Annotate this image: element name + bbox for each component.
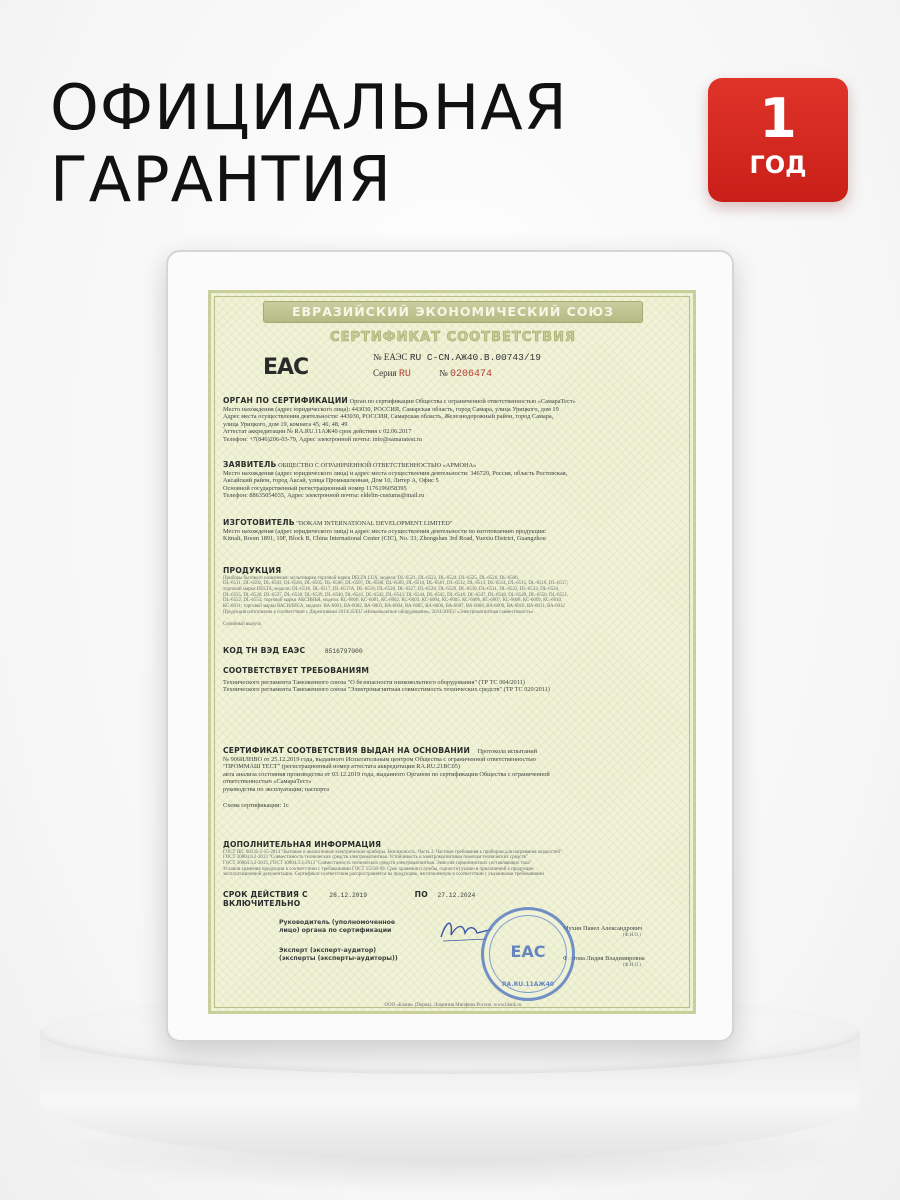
product-line: торговой марки DELTA, модели: DL-6516, DL-6517, DL-6517A, DL-6518, DL-6520, DL-6527, DL-6528, DL-6529, DL-6530, DL-6531, DL-6532, DL-6533, DL-6534, bbox=[223, 587, 560, 592]
additional-line: ГОСТ 30804.6.2-2013 "Совместимость технических средств электромагнитная. Устойчивость к электромагнитным помехам технических средств" bbox=[223, 855, 528, 861]
basis-line: "ПРОММАШ ТЕСТ" (регистрационный номер аттестата аккредитации RA.RU.21ВС05) bbox=[223, 763, 460, 771]
certification-body-line: улица Урицкого, дом 19, комната 45, 46, 48, 49 bbox=[223, 420, 348, 428]
validity-inclusive: ВКЛЮЧИТЕЛЬНО bbox=[223, 898, 301, 908]
requirements-heading: СООТВЕТСТВУЕТ ТРЕБОВАНИЯМ bbox=[223, 666, 370, 675]
warranty-years: 1 bbox=[759, 87, 797, 150]
applicant-line: Основной государственный регистрационный номер 1176196058395 bbox=[223, 484, 407, 492]
additional-line: эксплуатационной документации. Сертификат соответствия распространяется на продукцию, изготовленную в соответствии с указанными требованиями bbox=[223, 872, 545, 878]
number-label: № ЕАЭС bbox=[373, 352, 408, 362]
expert-fio-label: (Ф.И.О.) bbox=[623, 962, 641, 968]
additional-line: ГОСТ IEC 60335-2-15-2014 "Бытовые и аналогичные электрические приборы. Безопасность. Часть 2. Частные требования к приборам для нагревания жидкостей" bbox=[223, 849, 563, 855]
certification-body-heading: ОРГАН ПО СЕРТИФИКАЦИИ bbox=[223, 396, 348, 405]
headline-line-2: ГАРАНТИЯ bbox=[50, 143, 392, 216]
warranty-badge bbox=[708, 78, 848, 202]
serial-prefix: № bbox=[439, 368, 448, 378]
eac-mark: ЕАС bbox=[263, 355, 309, 380]
section-product bbox=[223, 567, 683, 627]
basis-line: № 906ИЛНВО от 25.12.2019 года, выданного Испытательным центром Общества с ограниченной ответственностью bbox=[223, 755, 536, 763]
additional-line: Условия хранения продукции в соответствии с требованиями ГОСТ 15150-69. Срок хранения (службы, годности) указан в прилагаемой к продукции bbox=[223, 866, 534, 872]
basis-line: ответственностью «СамараТест» bbox=[223, 778, 312, 786]
additional-heading: ДОПОЛНИТЕЛЬНАЯ ИНФОРМАЦИЯ bbox=[223, 840, 382, 849]
section-validity bbox=[223, 891, 683, 908]
certificate-number: RU C-CN.АЖ40.В.00743/19 bbox=[409, 352, 541, 363]
section-requirements bbox=[223, 667, 683, 694]
footer-print: ООО «Бланк» (Пермь). Лицензия Минфина России. www.blank.ru bbox=[384, 1003, 522, 1008]
expert-name-block bbox=[563, 955, 696, 968]
head-signature-block bbox=[279, 919, 409, 934]
validity-to-label: ПО bbox=[414, 890, 428, 899]
certificate-number-row bbox=[373, 352, 541, 363]
basis-first: Протокола испытаний bbox=[477, 748, 537, 755]
section-certification-body bbox=[223, 397, 683, 444]
manufacturer-line: Место нахождения (адрес юридического лица) и адрес места осуществления деятельности по изготовлению продукции: bbox=[223, 527, 547, 535]
manufacturer-line: Kitnali, Room 1891, 10F, Block B, China International Center (CIC), No. 33, Zhongshan 3rd Road, Yuexiu District, Guangzhou bbox=[223, 535, 546, 543]
stamp-eac: ЕАС bbox=[510, 942, 546, 961]
union-banner bbox=[263, 301, 643, 323]
certification-scheme: Схема сертификации: 1с bbox=[223, 801, 289, 809]
applicant-line: Место нахождения (адрес юридического лица) и адрес места осуществления деятельности: 346720, Россия, область Ростовская, bbox=[223, 469, 568, 477]
stamp-code: RA.RU.11АЖ40 bbox=[501, 981, 555, 988]
certificate-frame bbox=[166, 250, 734, 1042]
warranty-unit: ГОД bbox=[749, 151, 807, 179]
series-value: RU bbox=[398, 369, 411, 380]
manufacturer-name: "DOKAM INTERNATIONAL DEVELOPMENT LIMITED" bbox=[296, 520, 453, 527]
product-line: DL-6511, DL-6502, DL-6503, DL-6504, DL-6505, DL-6506, DL-6507, DL-6508, DL-6509, DL-6510, DL-6581, DL-6512, DL-6513, DL-6514, DL-6515, DL-6516, DL-6517; bbox=[223, 581, 569, 587]
product-line: DL-6535, DL-6536, DL-6537, DL-6538, DL-6539, DL-6540, DL-6541, DL-6542, DL-6543, DL-6544, DL-6545, DL-6546, DL-6547, DL-6548, DL-6549, DL-6550, DL-6551, bbox=[223, 592, 569, 598]
head-fio-label: (Ф.И.О.) bbox=[623, 932, 641, 938]
validity-from: 28.12.2019 bbox=[329, 892, 368, 899]
validity-to: 27.12.2024 bbox=[437, 892, 476, 899]
certification-body-line: Телефон: +7(846)206-03-79, Адрес электронной почты: info@samaratest.ru bbox=[223, 435, 422, 443]
product-line: DL-6552, DL-6553; торговой марки АКСИНЬЯ, модели: КС-6000, КС-6001, КС-6002, КС-6003, КС-6004, КС-6005, КС-6006, КС-6007, КС-6008, КС-6009, КС-6010, bbox=[223, 598, 563, 604]
certification-body-line: Место нахождения (адрес юридического лица): 443030, РОССИЯ, Самарская область, город Самара, улица Урицкого, дом 19 bbox=[223, 405, 559, 413]
applicant-heading: ЗАЯВИТЕЛЬ bbox=[223, 460, 277, 469]
certification-body-line: Адрес места осуществления деятельности: 443030, РОССИЯ, Самарская область, Железнодорожный район, город Самара, bbox=[223, 413, 554, 421]
product-heading: ПРОДУКЦИЯ bbox=[223, 566, 282, 575]
expert-signature-block bbox=[279, 947, 409, 962]
requirements-line: Технического регламента Таможенного союза "Электромагнитная совместимость технических средств" (ТР ТС 020/2011) bbox=[223, 686, 550, 694]
applicant-name: ОБЩЕСТВО С ОГРАНИЧЕННОЙ ОТВЕТСТВЕННОСТЬЮ «АРМОНА» bbox=[278, 462, 477, 469]
product-line: Продукция изготовлена в соответствии с Директивами 2014/35/EU «Низковольтное оборудование», 2014/30/EU «Электромагнитная совместимость» bbox=[223, 609, 534, 615]
head-name: Мухин Павел Александрович bbox=[563, 925, 643, 932]
serial-number: 0206474 bbox=[449, 369, 492, 380]
basis-line: акта анализа состояния производства от 03.12.2019 года, выданного Органом по сертификации Общества с ограниченной bbox=[223, 770, 550, 778]
section-code bbox=[223, 647, 683, 656]
head-role: Руководитель (уполномоченное лицо) органа по сертификации bbox=[279, 919, 396, 934]
section-basis bbox=[223, 747, 683, 809]
section-manufacturer bbox=[223, 519, 683, 543]
expert-role: Эксперт (эксперт-аудитор) (эксперты (эксперты-аудиторы)) bbox=[279, 947, 398, 962]
head-name-block bbox=[563, 925, 696, 938]
certification-body-name: Орган по сертификации Общества с ограниченной ответственностью «СамараТест» bbox=[349, 398, 576, 405]
series-row bbox=[373, 368, 492, 380]
basis-line: руководства по эксплуатации; паспорта bbox=[223, 785, 329, 793]
certificate-title: СЕРТИФИКАТ СООТВЕТСТВИЯ bbox=[330, 330, 576, 345]
product-line: КС-6011; торговой марки ВАСИЛИСА, модели: ВА-6001, ВА-6002, ВА-6003, ВА-6004, ВА-6005, ВА-6006, ВА-6007, ВА-6008, ВА-6009, ВА-6010, ВА-6011, ВА-6012 bbox=[223, 604, 565, 610]
section-additional bbox=[223, 841, 683, 878]
series-label: Серия bbox=[373, 368, 397, 378]
applicant-line: Аксайский район, город Аксай, улица Промышленная, Дом 10, Литер А, Офис 5 bbox=[223, 477, 439, 485]
basis-heading: СЕРТИФИКАТ СООТВЕТСТВИЯ ВЫДАН НА ОСНОВАНИИ bbox=[223, 746, 471, 755]
certification-body-line: Аттестат аккредитации № RA.RU.11АЖ40 срок действия с 02.06.2017 bbox=[223, 428, 412, 436]
section-applicant bbox=[223, 461, 683, 500]
union-name: ЕВРАЗИЙСКИЙ ЭКОНОМИЧЕСКИЙ СОЮЗ bbox=[291, 304, 615, 319]
headline-line-1: ОФИЦИАЛЬНАЯ bbox=[50, 71, 568, 144]
code-heading: КОД ТН ВЭД ЕАЭС bbox=[223, 646, 306, 655]
product-release: Серийный выпуск bbox=[223, 621, 262, 627]
applicant-line: Телефон: 88635054035, Адрес электронной почты: eldeltn-custums@mail.ru bbox=[223, 492, 425, 500]
product-line: Приборы бытового назначения: мультиварки торговой марки DELTA LUX, модели: DL-6521, DL-6523, DL-6524, DL-6525, DL-6526, DL-6500, bbox=[223, 575, 519, 581]
validity-label: СРОК ДЕЙСТВИЯ С bbox=[223, 890, 308, 899]
certificate-document bbox=[208, 290, 696, 1014]
manufacturer-heading: ИЗГОТОВИТЕЛЬ bbox=[223, 518, 295, 527]
headline bbox=[50, 72, 650, 216]
expert-name: Фаттова Лидия Владимировна bbox=[563, 955, 645, 962]
additional-line: ГОСТ 30804.3.2-2013, ГОСТ 30804.3.3-2013 "Совместимость технических средств электромагнитная. Эмиссия гармонических составляющих тока" bbox=[223, 861, 532, 866]
code-value: 8516797000 bbox=[324, 648, 363, 655]
certification-stamp bbox=[481, 907, 575, 1001]
requirements-line: Технического регламента Таможенного союза "О безопасности низковольтного оборудования" (ТР ТС 004/2011) bbox=[223, 678, 525, 686]
